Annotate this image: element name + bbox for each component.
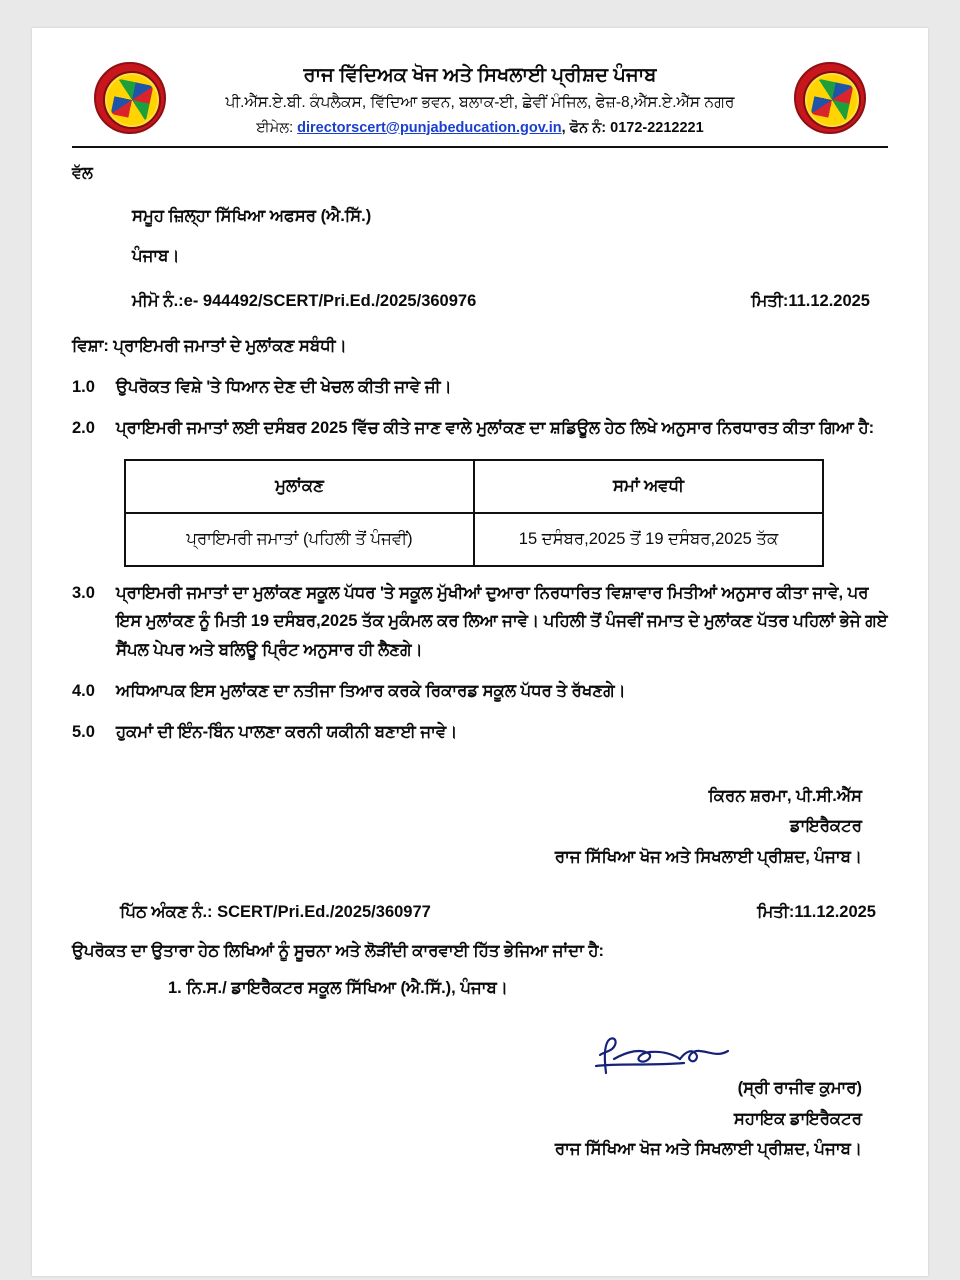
memo-number: ਮੀਮੋ ਨੰ.:e- 944492/SCERT/Pri.Ed./2025/360976	[132, 292, 477, 311]
addressee-line-1: ਸਮੂਹ ਜ਼ਿਲ੍ਹਾ ਸਿੱਖਿਆ ਅਫਸਰ (ਐ.ਸਿੱ.)	[132, 206, 372, 225]
clause-5	[72, 718, 888, 747]
endorsement-list-item: 1. ਨਿ.ਸ./ ਡਾਇਰੈਕਟਰ ਸਕੂਲ ਸਿੱਖਿਆ (ਐ.ਸਿੱ.), ਪੰਜਾਬ।	[168, 979, 508, 998]
assistant-director-designation: ਸਹਾਇਕ ਡਾਇਰੈਕਟਰ	[733, 1109, 862, 1128]
director-name: ਕਿਰਨ ਸ਼ਰਮਾ, ਪੀ.ਸੀ.ਐੱਸ	[708, 786, 862, 805]
addressee-block	[132, 202, 888, 272]
punjab-government-emblem-right-icon	[794, 62, 866, 134]
subject-line: ਵਿਸ਼ਾ: ਪ੍ਰਾਇਮਰੀ ਜਮਾਤਾਂ ਦੇ ਮੁਲਾਂਕਣ ਸਬੰਧੀ।	[72, 337, 347, 356]
clause-2-text: ਪ੍ਰਾਇਮਰੀ ਜਮਾਤਾਂ ਲਈ ਦਸੰਬਰ 2025 ਵਿੱਚ ਕੀਤੇ ਜਾਣ ਵਾਲੇ ਮੁਲਾਂਕਣ ਦਾ ਸ਼ਡਿਊਲ ਹੇਠ ਲਿਖੇ ਅਨੁਸਾਰ ਨਿਰਧਾਰਤ ਕੀਤਾ ਗਿਆ ਹੈ:	[116, 418, 875, 437]
organisation-contact: ਈਮੇਲ: directorscert@punjabeducation.gov.in, ਫੋਨ ਨੰ: 0172-2212221	[256, 119, 704, 136]
phone-number: 0172-2212221	[610, 119, 704, 136]
clause-1-text: ਉਪਰੋਕਤ ਵਿਸ਼ੇ 'ਤੇ ਧਿਆਨ ਦੇਣ ਦੀ ਖੇਚਲ ਕੀਤੀ ਜਾਵੇ ਜੀ।	[116, 378, 452, 397]
clause-1-number: 1.0	[72, 378, 95, 397]
organisation-title: ਰਾਜ ਵਿੱਦਿਅਕ ਖੋਜ ਅਤੇ ਸਿਖਲਾਈ ਪ੍ਰੀਸ਼ਦ ਪੰਜਾਬ	[303, 64, 657, 86]
clause-3	[72, 579, 888, 666]
organisation-address: ਪੀ.ਐੱਸ.ਏ.ਬੀ. ਕੰਪਲੈਕਸ, ਵਿੱਦਿਆ ਭਵਨ, ਬਲਾਕ-ਈ, ਛੇਵੀਂ ਮੰਜਿਲ, ਫੇਜ਼-8,ਐੱਸ.ਏ.ਐੱਸ ਨਗਰ	[225, 94, 735, 112]
clause-4-number: 4.0	[72, 682, 95, 701]
endorsement-list	[168, 974, 888, 1003]
director-designation: ਡਾਇਰੈਕਟਰ	[789, 817, 862, 836]
signature-block-director	[72, 781, 888, 873]
endorsement-number: ਪਿੱਠ ਅੰਕਣ ਨੰ.: SCERT/Pri.Ed./2025/360977	[120, 903, 431, 922]
table-header-duration: ਸਮਾਂ ਅਵਧੀ	[474, 460, 823, 513]
signature-block-assistant-director	[72, 1073, 888, 1165]
director-organisation: ਰਾਜ ਸਿੱਖਿਆ ਖੋਜ ਅਤੇ ਸਿਖਲਾਈ ਪ੍ਰੀਸ਼ਦ, ਪੰਜਾਬ।	[554, 847, 862, 866]
memo-row	[132, 287, 888, 316]
table-row	[125, 513, 823, 566]
letter-sheet	[32, 28, 928, 1276]
clause-2-number: 2.0	[72, 418, 95, 437]
email-link[interactable]: directorscert@punjabeducation.gov.in	[297, 119, 562, 136]
assistant-director-organisation: ਰਾਜ ਸਿੱਖਿਆ ਖੋਜ ਅਤੇ ਸਿਖਲਾਈ ਪ੍ਰੀਸ਼ਦ, ਪੰਜਾਬ।	[554, 1140, 862, 1159]
assistant-director-name: (ਸ੍ਰੀ ਰਾਜੀਵ ਕੁਮਾਰ)	[737, 1079, 862, 1098]
clause-4	[72, 677, 888, 706]
clause-3-number: 3.0	[72, 583, 95, 602]
punjab-government-emblem-left-icon	[94, 62, 166, 134]
header-divider	[72, 146, 888, 148]
to-label: ਵੱਲ	[72, 164, 93, 182]
clause-4-text: ਅਧਿਆਪਕ ਇਸ ਮੁਲਾਂਕਣ ਦਾ ਨਤੀਜਾ ਤਿਆਰ ਕਰਕੇ ਰਿਕਾਰਡ ਸਕੂਲ ਪੱਧਰ ਤੇ ਰੱਖਣਗੇ।	[116, 682, 626, 701]
phone-label: ਫੋਨ ਨੰ:	[569, 119, 607, 136]
table-header-evaluation: ਮੁਲਾਂਕਣ	[125, 460, 474, 513]
memo-date: ਮਿਤੀ:11.12.2025	[751, 292, 870, 311]
evaluation-schedule-table	[124, 459, 824, 567]
clause-5-text: ਹੁਕਮਾਂ ਦੀ ਇੰਨ-ਬਿੰਨ ਪਾਲਣਾ ਕਰਨੀ ਯਕੀਨੀ ਬਣਾਈ ਜਾਵੇ।	[116, 723, 458, 742]
endorsement-note: ਉਪਰੋਕਤ ਦਾ ਉਤਾਰਾ ਹੇਠ ਲਿਖਿਆਂ ਨੂੰ ਸੂਚਨਾ ਅਤੇ ਲੋੜੀਂਦੀ ਕਾਰਵਾਈ ਹਿੱਤ ਭੇਜਿਆ ਜਾਂਦਾ ਹੈ:	[72, 942, 605, 961]
table-header-row	[125, 460, 823, 513]
table-cell-duration: 15 ਦਸੰਬਰ,2025 ਤੋਂ 19 ਦਸੰਬਰ,2025 ਤੱਕ	[474, 513, 823, 566]
email-label: ਈਮੇਲ:	[256, 119, 294, 136]
clause-1	[72, 373, 888, 402]
clause-2	[72, 414, 888, 443]
clause-3-text: ਪ੍ਰਾਇਮਰੀ ਜਮਾਤਾਂ ਦਾ ਮੁਲਾਂਕਣ ਸਕੂਲ ਪੱਧਰ 'ਤੇ ਸਕੂਲ ਮੁੱਖੀਆਂ ਦੁਆਰਾ ਨਿਰਧਾਰਿਤ ਵਿਸ਼ਾਵਾਰ ਮਿਤੀਆਂ ਅਨੁਸਾਰ ਕੀਤਾ ਜਾਵੇ, ਪਰ ਇਸ ਮੁਲਾਂਕਣ ਨੂੰ ਮਿਤੀ 19 ਦਸੰਬਰ,2025 ਤੱਕ ਮੁਕੰਮਲ ਕਰ ਲਿਆ ਜਾਵੇ। ਪਹਿਲੀ ਤੋਂ ਪੰਜਵੀਂ ਜਮਾਤ ਦੇ ਮੁਲਾਂਕਣ ਪੱਤਰ ਪਹਿਲਾਂ ਭੇਜੇ ਗਏ ਸੈਂਪਲ ਪੇਪਰ ਅਤੇ ਬਲਿਊ ਪ੍ਰਿੰਟ ਅਨੁਸਾਰ ਹੀ ਲੈਣਗੇ।	[116, 583, 888, 660]
letterhead	[72, 54, 888, 148]
table-cell-evaluation: ਪ੍ਰਾਇਮਰੀ ਜਮਾਤਾਂ (ਪਹਿਲੀ ਤੋਂ ਪੰਜਵੀਂ)	[125, 513, 474, 566]
endorsement-date: ਮਿਤੀ:11.12.2025	[757, 903, 876, 922]
handwritten-signature-icon	[72, 1033, 888, 1077]
addressee-line-2: ਪੰਜਾਬ।	[132, 247, 180, 266]
clause-5-number: 5.0	[72, 723, 95, 742]
endorsement-row	[72, 898, 888, 927]
letter-body	[72, 160, 888, 1165]
